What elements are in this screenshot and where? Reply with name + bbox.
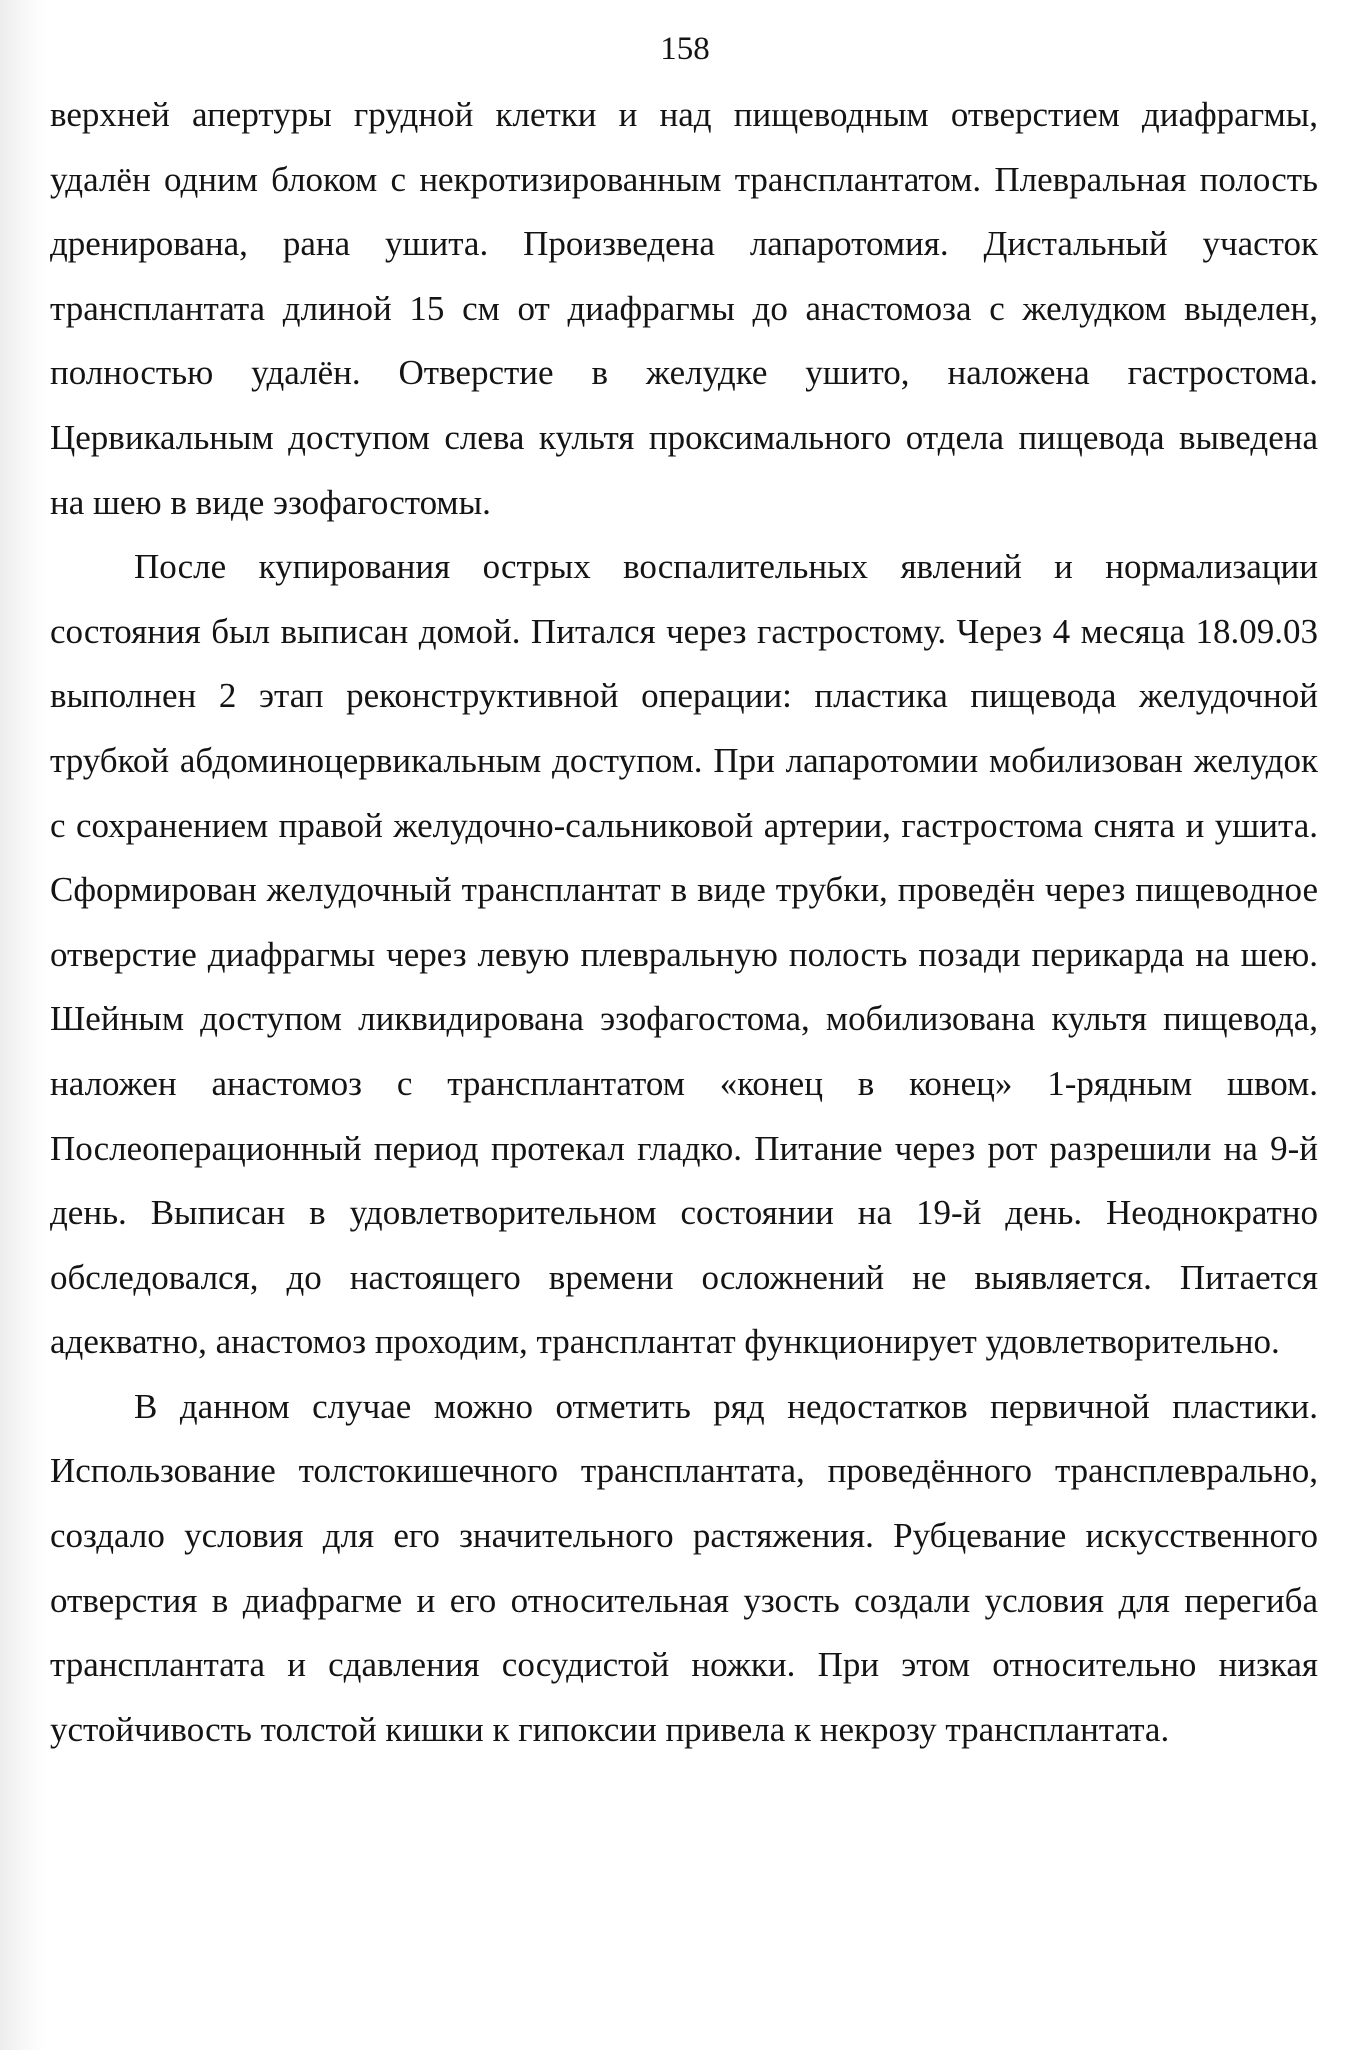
paragraph-second-stage-operation: После купирования острых воспалительных явлений и нормализации состояния был выписан домой. Питался через гастростому. Через 4 месяца 18.09.03 выполнен 2 этап реконструктивной операции: пластика пищевода желудочной трубкой абдоминоцервикальным доступом. При лапаротомии мобилизован желудок с сохранением правой желудочно-сальниковой артерии, гастростома снята и ушита. Сформирован желудочный трансплантат в виде трубки, проведён через пищеводное отверстие диафрагмы через левую плевральную полость позади перикарда на шею. Шейным доступом ликвидирована эзофагостома, мобилизована культя пищевода, наложен анастомоз с трансплантатом «конец в конец» 1-рядным швом. Послеоперационный период протекал гладко. Питание через рот разрешили на 9-й день. Выписан в удовлетворительном состоянии на 19-й день. Неоднократно обследовался, до настоящего времени осложнений не выявляется. Питается адекватно, анастомоз проходим, трансплантат функционирует удовлетворительно. xyxy=(50,547,1318,1362)
page-number: 158 xyxy=(660,31,710,67)
scan-shadow xyxy=(0,0,46,2050)
paragraph-continuation: верхней апертуры грудной клетки и над пищеводным отверстием диафрагмы, удалён одним блоком с некротизированным трансплантатом. Плевральная полость дренирована, рана ушита. Произведена лапаротомия. Дистальный участок трансплантата длиной 15 см от диафрагмы до анастомоза с желудком выделен, полностью удалён. Отверстие в желудке ушито, наложена гастростома. Цервикальным доступом слева культя проксимального отдела пищевода выведена на шею в виде эзофагостомы. xyxy=(50,95,1318,522)
paragraph-shortcomings: В данном случае можно отметить ряд недостатков первичной пластики. Использование толстокишечного трансплантата, проведённого трансплеврально, создало условия для его значительного растяжения. Рубцевание искусственного отверстия в диафрагме и его относительная узость создали условия для перегиба трансплантата и сдавления сосудистой ножки. При этом относительно низкая устойчивость толстой кишки к гипоксии привела к некрозу трансплантата. xyxy=(50,1386,1318,1749)
body-text xyxy=(50,83,1318,1762)
